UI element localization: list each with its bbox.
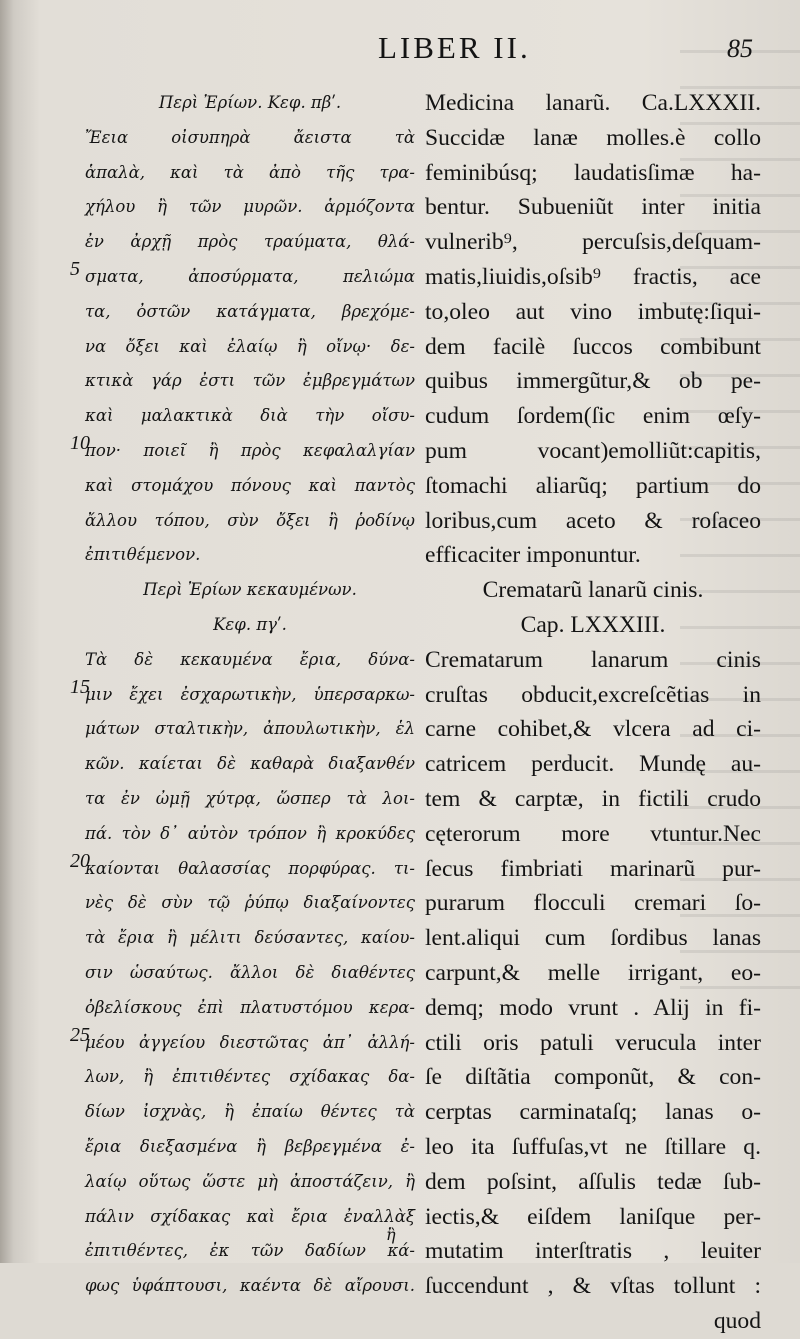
greek-line: ἐν ἀρχῇ πρὸς τραύματα, θλά- (85, 232, 415, 252)
greek-line: χήλου ἢ τῶν μυρῶν. ἁρμόζοντα (85, 197, 415, 217)
greek-line: πάλιν σχίδακας καὶ ἔρια ἐναλλὰξ (85, 1206, 415, 1226)
greek-line: Περὶ Ἐρίων. Κεφ. πβʹ. (158, 93, 342, 112)
latin-line: Succidæ lanæ molles.è collo (425, 124, 761, 151)
greek-line: λαίῳ οὕτως ὥστε μὴ ἀποστάζειν, ἢ (85, 1171, 415, 1191)
greek-line: μέου ἀγγείου διεστῶτας ἀπ᾽ ἀλλή- (85, 1032, 415, 1052)
greek-line: δίων ἰσχνὰς, ἢ ἐπαίω θέντες τὰ (85, 1102, 415, 1122)
latin-line: vulnerib⁹, percuſsis,deſquam- (425, 229, 761, 256)
latin-line: cruſtas obducit,excreſcẽtias in (425, 681, 761, 708)
latin-line: carne cohibet,& vlcera ad ci- (425, 716, 761, 743)
latin-line: ctili oris patuli verucula inter (425, 1029, 761, 1056)
greek-line: σματα, ἀποσύρματα, πελιώμα (85, 266, 415, 286)
greek-line: ἐπιτιθέμενον. (85, 545, 201, 565)
line-number-5: 5 (70, 258, 80, 280)
greek-column (85, 86, 415, 1304)
latin-line: ſuccendunt , & vſtas tollunt : (425, 1273, 761, 1300)
greek-line: ὀβελίσκους ἐπὶ πλατυστόμου κερα- (85, 997, 415, 1017)
greek-line: τα ἐν ὠμῇ χύτρᾳ, ὥσπερ τὰ λοι- (85, 788, 415, 808)
latin-line: catricem perducit. Mundę au- (425, 751, 761, 778)
latin-line: ſtomachi aliarũq; partium do (425, 472, 761, 499)
latin-line: dem facilè ſuccos combibunt (425, 333, 761, 360)
latin-line: feminibúsq; laudatisſimæ ha- (425, 159, 761, 186)
latin-line: cęterorum more vtuntur.Nec (425, 820, 761, 847)
greek-line: πά. τὸν δ᾽ αὐτὸν τρόπον ἢ κροκύδες (85, 823, 415, 843)
latin-line: cerptas carminataſq; lanas o- (425, 1099, 761, 1126)
latin-line: to,oleo aut vino imbutę:ſiqui- (425, 298, 761, 325)
greek-line: μιν ἔχει ἐσχαρωτικὴν, ὑπερσαρκω- (85, 684, 415, 704)
latin-line: loribus,cum aceto & roſaceo (425, 507, 761, 534)
line-number-15: 15 (70, 676, 90, 698)
catchword-greek: ἢ (386, 1225, 396, 1244)
latin-line: quibus immergũtur,& ob pe- (425, 368, 761, 395)
greek-line: να ὄξει καὶ ἐλαίῳ ἢ οἴνῳ· δε- (85, 336, 415, 356)
latin-line: Crematarum lanarum cinis (425, 646, 761, 673)
latin-line: carpunt,& melle irrigant, eo- (425, 959, 761, 986)
greek-line: καίονται θαλασσίας πορφύρας. τι- (85, 858, 415, 878)
greek-line: ἐπιτιθέντες, ἐκ τῶν δαδίων κά- (85, 1241, 415, 1261)
latin-line: dem poſsint, aſſulis tedæ ſub- (425, 1168, 761, 1195)
line-number-10: 10 (70, 432, 90, 454)
latin-line: ſe diſtãtia componũt, & con- (425, 1064, 761, 1091)
latin-line: efficaciter imponuntur. (425, 542, 641, 569)
greek-line: καὶ στομάχου πόνους καὶ παντὸς (85, 475, 415, 495)
greek-line: τὰ ἔρια ἢ μέλιτι δεύσαντες, καίου- (85, 928, 415, 948)
greek-line: φως ὑφάπτουσι, καέντα δὲ αἴρουσι. (85, 1276, 415, 1296)
latin-line: lent.aliqui cum ſordibus lanas (425, 925, 761, 952)
line-number-25: 25 (70, 1024, 90, 1046)
line-number-20: 20 (70, 850, 90, 872)
running-head: LIBER II. (378, 30, 531, 65)
greek-line: σιν ὡσαύτως. ἄλλοι δὲ διαθέντες (85, 962, 415, 982)
greek-line: ἁπαλὰ, καὶ τὰ ἀπὸ τῆς τρα- (85, 162, 415, 182)
latin-line: Medicina lanarũ. Ca.LXXXII. (425, 90, 761, 116)
latin-line: demq; modo vrunt . Alij in fi- (425, 994, 761, 1021)
greek-line: καὶ μαλακτικὰ διὰ τὴν οἴσυ- (85, 406, 415, 426)
greek-line: τα, ὀστῶν κατάγματα, βρεχόμε- (85, 301, 415, 321)
latin-line: ſecus fimbriati marinarũ pur- (425, 855, 761, 882)
greek-line: Ἔεια οἰσυπηρὰ ἄειστα τὰ (85, 127, 415, 147)
page-number: 85 (727, 34, 753, 63)
latin-line: Crematarũ lanarũ cinis. (482, 577, 704, 604)
greek-line: λων, ἢ ἐπιτιθέντες σχίδακας δα- (85, 1067, 415, 1087)
latin-line: tem & carptæ, in fictili crudo (425, 785, 761, 812)
latin-line: cudum ſordem(ſic enim œſy- (425, 403, 761, 430)
latin-line: iectis,& eiſdem laniſque per- (425, 1203, 761, 1230)
latin-line: bentur. Subueniũt inter initia (425, 194, 761, 221)
greek-line: πον· ποιεῖ ἢ πρὸς κεφαλαλγίαν (85, 440, 415, 460)
greek-line: ἔρια διεξασμένα ἢ βεβρεγμένα ἐ- (85, 1136, 415, 1156)
catchword-latin: quod (713, 1307, 761, 1334)
latin-line: purarum flocculi cremari ſo- (425, 890, 761, 917)
greek-line: νὲς δὲ σὺν τῷ ῥύπῳ διαξαίνοντες (85, 893, 415, 913)
latin-line: matis,liuidis,oſsib⁹ fractis, ace (425, 263, 761, 290)
greek-line: Περὶ Ἐρίων κεκαυμένων. (143, 580, 357, 600)
latin-column (425, 86, 761, 1339)
greek-line: Κεφ. πγʹ. (213, 614, 287, 634)
greek-line: κτικὰ γάρ ἐστι τῶν ἐμβρεγμάτων (85, 371, 415, 391)
greek-line: ἄλλου τόπου, σὺν ὄξει ἢ ῥοδίνῳ (85, 510, 415, 530)
greek-line: κῶν. καίεται δὲ καθαρὰ διαξανθέν (85, 754, 415, 774)
latin-line: leo ita ſuffuſas,vt ne ſtillare q. (425, 1133, 761, 1160)
greek-line: μάτων σταλτικὴν, ἀπουλωτικὴν, ἑλ (85, 719, 415, 739)
greek-line: Τὰ δὲ κεκαυμένα ἔρια, δύνα- (85, 649, 415, 669)
latin-line: pum vocant)emolliũt:capitis, (425, 437, 761, 464)
latin-line: mutatim interſtratis , leuiter (425, 1238, 761, 1265)
latin-line: Cap. LXXXIII. (520, 611, 666, 638)
